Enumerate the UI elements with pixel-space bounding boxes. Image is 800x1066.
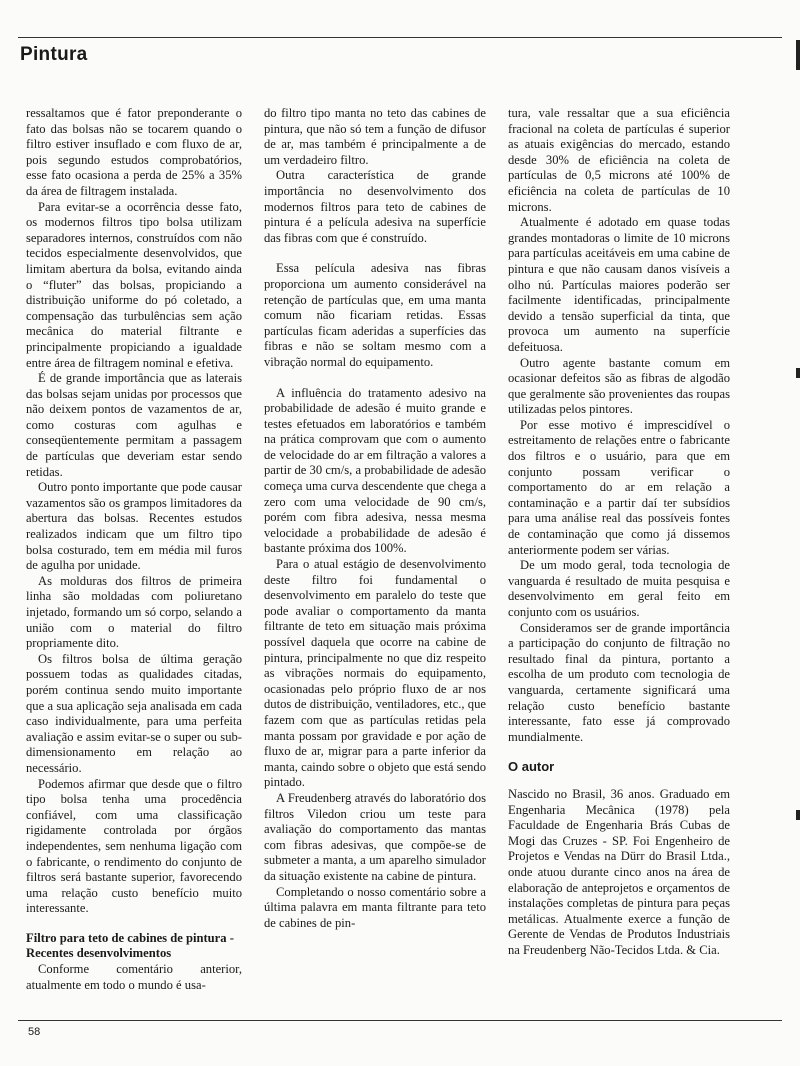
paragraph: Outra característica de grande importância no desenvolvimento dos modernos filtros para teto de cabines de pintura é a película adesiva na superfície das fibras com que é construído. <box>264 168 486 245</box>
article-column-2 <box>264 106 486 931</box>
author-heading: O autor <box>508 759 555 775</box>
subsection-heading <box>26 931 242 962</box>
paragraph: Por esse motivo é imprescidível o estreitamento de relações entre o fabricante dos filtros e o usuário, para que em conjunto possam verificar o comportamento do ar em relação a contaminação e a partir daí ter subsídios para uma análise real das possíveis fontes de contaminação que como já dissemos anteriormente podem ser várias. <box>508 417 730 557</box>
page-number: 58 <box>28 1026 41 1038</box>
subsection-heading-line: Recentes desenvolvimentos <box>26 946 172 961</box>
paragraph: ressaltamos que é fator preponderante o fato das bolsas não se tocarem quando o filtro estiver insuflado e com fluxo de ar, pois segundo estudos comprobatórios, esse fato ocasiona a perda de 25% a 35% da área de filtragem instalada. <box>26 106 242 198</box>
header-rule <box>18 37 782 38</box>
page-edge-mark <box>796 810 800 820</box>
paragraph: Completando o nosso comentário sobre a última palavra em manta filtrante para teto de cabines de pin- <box>264 884 486 930</box>
paragraph: do filtro tipo manta no teto das cabines de pintura, que não só tem a função de difusor de ar, mas também é principalmente a de um verdadeiro filtro. <box>264 106 486 167</box>
paragraph: Para o atual estágio de desenvolvimento deste filtro foi fundamental o desenvolvimento em paralelo do teste que pode avaliar o comportamento da manta filtrante de teto em situação mais próxima possível daquela que ocorre na cabine de pintura, principalmente no que diz respeito as vibrações normais do equipamento, ocasionadas pelo próprio fluxo de ar nos dutos de distribuição, ventiladores, etc., que fazem com que as partículas retidas pela manta possam por gravidade e por ação de fluxo de ar, migrar para a parte inferior da manta, caindo sobre o objeto que está sendo pintado. <box>264 557 486 790</box>
section-title: Pintura <box>20 44 88 65</box>
paragraph: É de grande importância que as laterais das bolsas sejam unidas por processos que não deixem pontos de vazamentos de ar, como costuras com agulhas e conseqüentemente permitam a passagem de partículas que deveriam estar sendo retidas. <box>26 371 242 479</box>
paragraph: Outro agente bastante comum em ocasionar defeitos são as fibras de algodão que geralmente são provenientes das roupas utilizadas pelos pintores. <box>508 355 730 417</box>
paragraph: De um modo geral, toda tecnologia de vanguarda é resultado de muita pesquisa e desenvolvimento em geral feito em conjunto com os usuários. <box>508 558 730 619</box>
paragraph: A influência do tratamento adesivo na probabilidade de adesão é muito grande e testes efetuados em laboratórios e também na prática comprovam que com o aumento de velocidade do ar em filtração a valores a partir de 30 cm/s, a probabilidade de adesão começa uma curva descendente que chega a zero com uma velocidade de 90 cm/s, porém com fibra adesiva, nessa mesma velocidade a probabilidade de adesão é bastante próxima dos 100%. <box>264 385 486 556</box>
paragraph: Essa película adesiva nas fibras proporciona um aumento considerável na retenção de partículas que, em uma manta comum não ficariam retidas. Essas partículas ficam aderidas a superfícies das fibras e não se soltam mesmo com a vibração normal do equipamento. <box>264 261 486 369</box>
paragraph: Atualmente é adotado em quase todas grandes montadoras o limite de 10 microns para partículas aceitáveis em uma cabine de pintura e que não causam danos visíveis a olho nú. Partículas maiores poderão ser facilmente identificadas, principalmente devido a tensão superficial da tinta, que provoca um aumento na superfície defeituosa. <box>508 215 730 354</box>
paragraph: Conforme comentário anterior, atualmente em todo o mundo é usa- <box>26 962 242 992</box>
page-edge-mark <box>796 368 800 378</box>
paragraph: As molduras dos filtros de primeira linha são moldadas com poliuretano injetado, formando um só corpo, selando a união com o material do filtro propriamente dito. <box>26 573 242 651</box>
paragraph: Os filtros bolsa de última geração possuem todas as qualidades citadas, porém continua sendo muito importante que a sua aplicação seja analisada em cada caso individualmente, para uma perfeita avaliação e assim evitar-se o super ou sub-dimensionamento em relação ao necessário. <box>26 651 242 775</box>
subsection-heading-line: Filtro para teto de cabines de pintura - <box>26 930 234 945</box>
paragraph: Outro ponto importante que pode causar vazamentos são os grampos limitadores da abertura das bolsas. Recentes estudos realizados indicam que um filtro tipo bolsa costurado, tem em média mil furos de agulha por unidade. <box>26 480 242 573</box>
page-edge-mark <box>796 40 800 70</box>
footer-rule <box>18 1020 782 1021</box>
paragraph: A Freudenberg através do laboratório dos filtros Viledon criou um teste para avaliação do comportamento das mantas com fibras adesivas, que compõe-se de submeter a manta, a um aparelho simulador da situação existente na cabine de pintura. <box>264 790 486 883</box>
paragraph: Para evitar-se a ocorrência desse fato, os modernos filtros tipo bolsa utilizam separadores internos, construídos com não tecidos especialmente desenvolvidos, que limitam abertura da bolsa, evitando ainda o “fluter” das bolsas, propiciando a distribuição uniforme do pó coletado, a compensação das turbulências sem ação mecânica do material filtrante e principalmente propiciando a igualdade entre área de filtragem nominal e efetiva. <box>26 199 242 370</box>
paragraph: Consideramos ser de grande importância a participação do conjunto de filtração no resultado final da pintura, portanto a escolha de um produto com tecnologia de vanguarda, certamente significará uma relação custo benefício bastante interessante, fato esse já comprovado mundialmente. <box>508 620 730 744</box>
article-column-1 <box>26 106 242 993</box>
article-column-3 <box>508 106 730 958</box>
paragraph: tura, vale ressaltar que a sua eficiência fracional na coleta de partículas é superior as atuais exigências do mercado, estando desde 30% de eficiência na coleta de partículas de 0,5 microns até 100% de eficiência na coleta de partículas de 10 microns. <box>508 106 730 214</box>
paragraph: Podemos afirmar que desde que o filtro tipo bolsa tenha uma procedência confiável, com uma classificação rigidamente controlada por órgãos independentes, sem nenhuma ligação com o fabricante, o rendimento do conjunto de filtros será bastante superior, favorecendo uma relação custo benefício muito interessante. <box>26 776 242 916</box>
author-bio: Nascido no Brasil, 36 anos. Graduado em Engenharia Mecânica (1978) pela Faculdade de Engenharia Brás Cubas de Mogi das Cruzes - SP. Foi Engenheiro de Projetos e Vendas na Dürr do Brasil Ltda., onde atuou durante cinco anos na área de elaboração de anteprojetos e orçamentos de instalações completas de pintura para peças metálicas. Atualmente exerce a função de Gerente de Vendas de Produtos Industriais na Freudenberg Não-Tecidos Ltda. & Cia. <box>508 786 730 957</box>
